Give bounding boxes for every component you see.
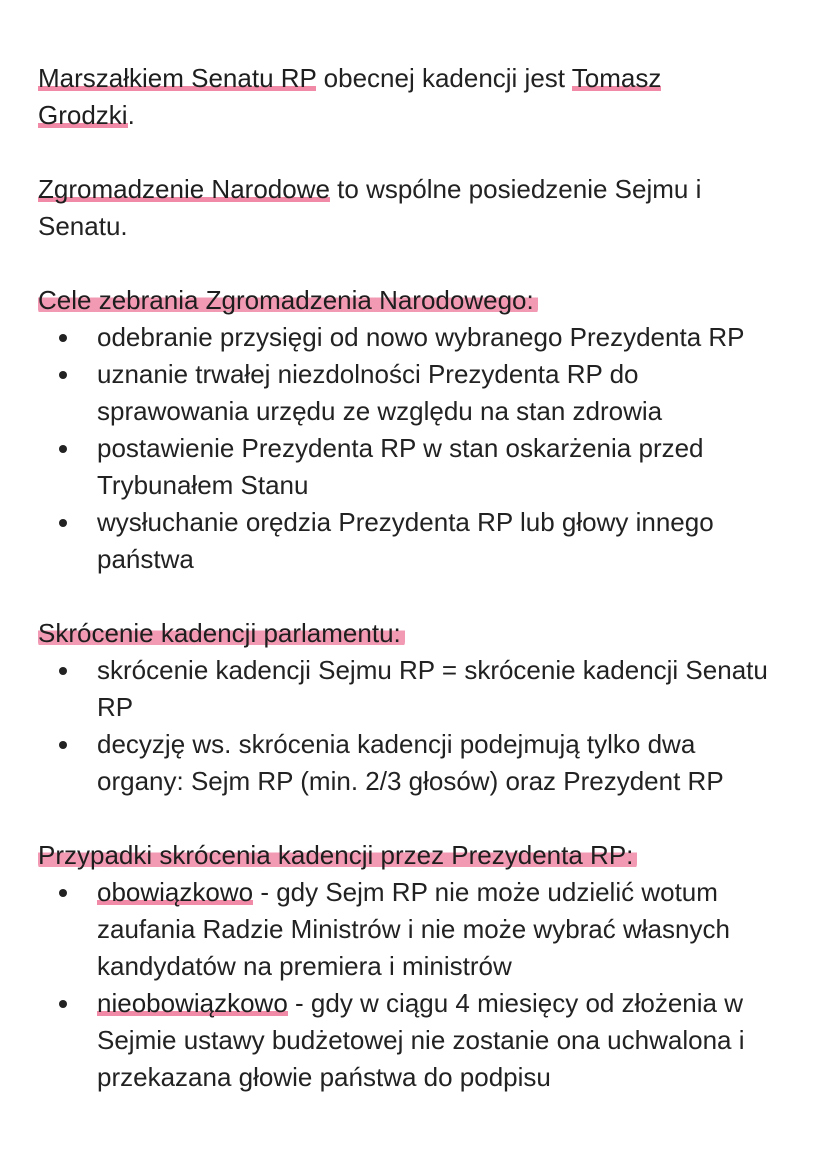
term-national-assembly: Zgromadzenie Narodowe [38, 174, 330, 204]
term-mandatory: obowiązkowo [97, 877, 254, 907]
list-item: wysłuchanie orędzia Prezydenta RP lub głowy innego państwa [97, 504, 788, 578]
term-name: Tomasz Grodzki [38, 63, 662, 130]
section-heading [38, 615, 788, 652]
section-president-cases [38, 837, 788, 1096]
heading-highlight: Przypadki skrócenia kadencji przez Prezydenta RP: [38, 840, 637, 870]
assembly-definition: to wspólne posiedzenie Sejmu i Senatu. [38, 174, 702, 241]
intro-text-end: . [127, 100, 135, 130]
bullet-list [38, 874, 788, 1096]
term-optional: nieobowiązkowo [97, 988, 288, 1018]
list-item [97, 985, 788, 1096]
heading-highlight: Cele zebrania Zgromadzenia Narodowego: [38, 285, 538, 315]
section-heading [38, 837, 788, 874]
case-description: - gdy Sejm RP nie może udzielić wotum zaufania Radzie Ministrów i nie może wybrać własnych kandydatów na premiera i ministrów [97, 877, 730, 981]
list-item: decyzję ws. skrócenia kadencji podejmują tylko dwa organy: Sejm RP (min. 2/3 głosów) oraz Prezydent RP [97, 726, 788, 800]
list-item [97, 874, 788, 985]
section-term-shortening [38, 615, 788, 800]
section-heading [38, 282, 788, 319]
list-item: odebranie przysięgi od nowo wybranego Prezydenta RP [97, 319, 788, 356]
bullet-list [38, 319, 788, 578]
list-item: postawienie Prezydenta RP w stan oskarżenia przed Trybunałem Stanu [97, 430, 788, 504]
list-item: uznanie trwałej niezdolności Prezydenta RP do sprawowania urzędu ze względu na stan zdrowia [97, 356, 788, 430]
intro-paragraph-assembly [38, 171, 758, 245]
case-description: - gdy w ciągu 4 miesięcy od złożenia w Sejmie ustawy budżetowej nie zostanie ona uchwalona i przekazana głowie państwa do podpisu [97, 988, 745, 1092]
intro-text: obecnej kadencji jest [316, 63, 572, 93]
intro-paragraph-marshal [38, 60, 738, 134]
term-marshal: Marszałkiem Senatu RP [38, 63, 317, 93]
heading-highlight: Skrócenie kadencji parlamentu: [38, 618, 405, 648]
section-assembly-goals [38, 282, 788, 578]
bullet-list [38, 652, 788, 800]
list-item: skrócenie kadencji Sejmu RP = skrócenie kadencji Senatu RP [97, 652, 788, 726]
